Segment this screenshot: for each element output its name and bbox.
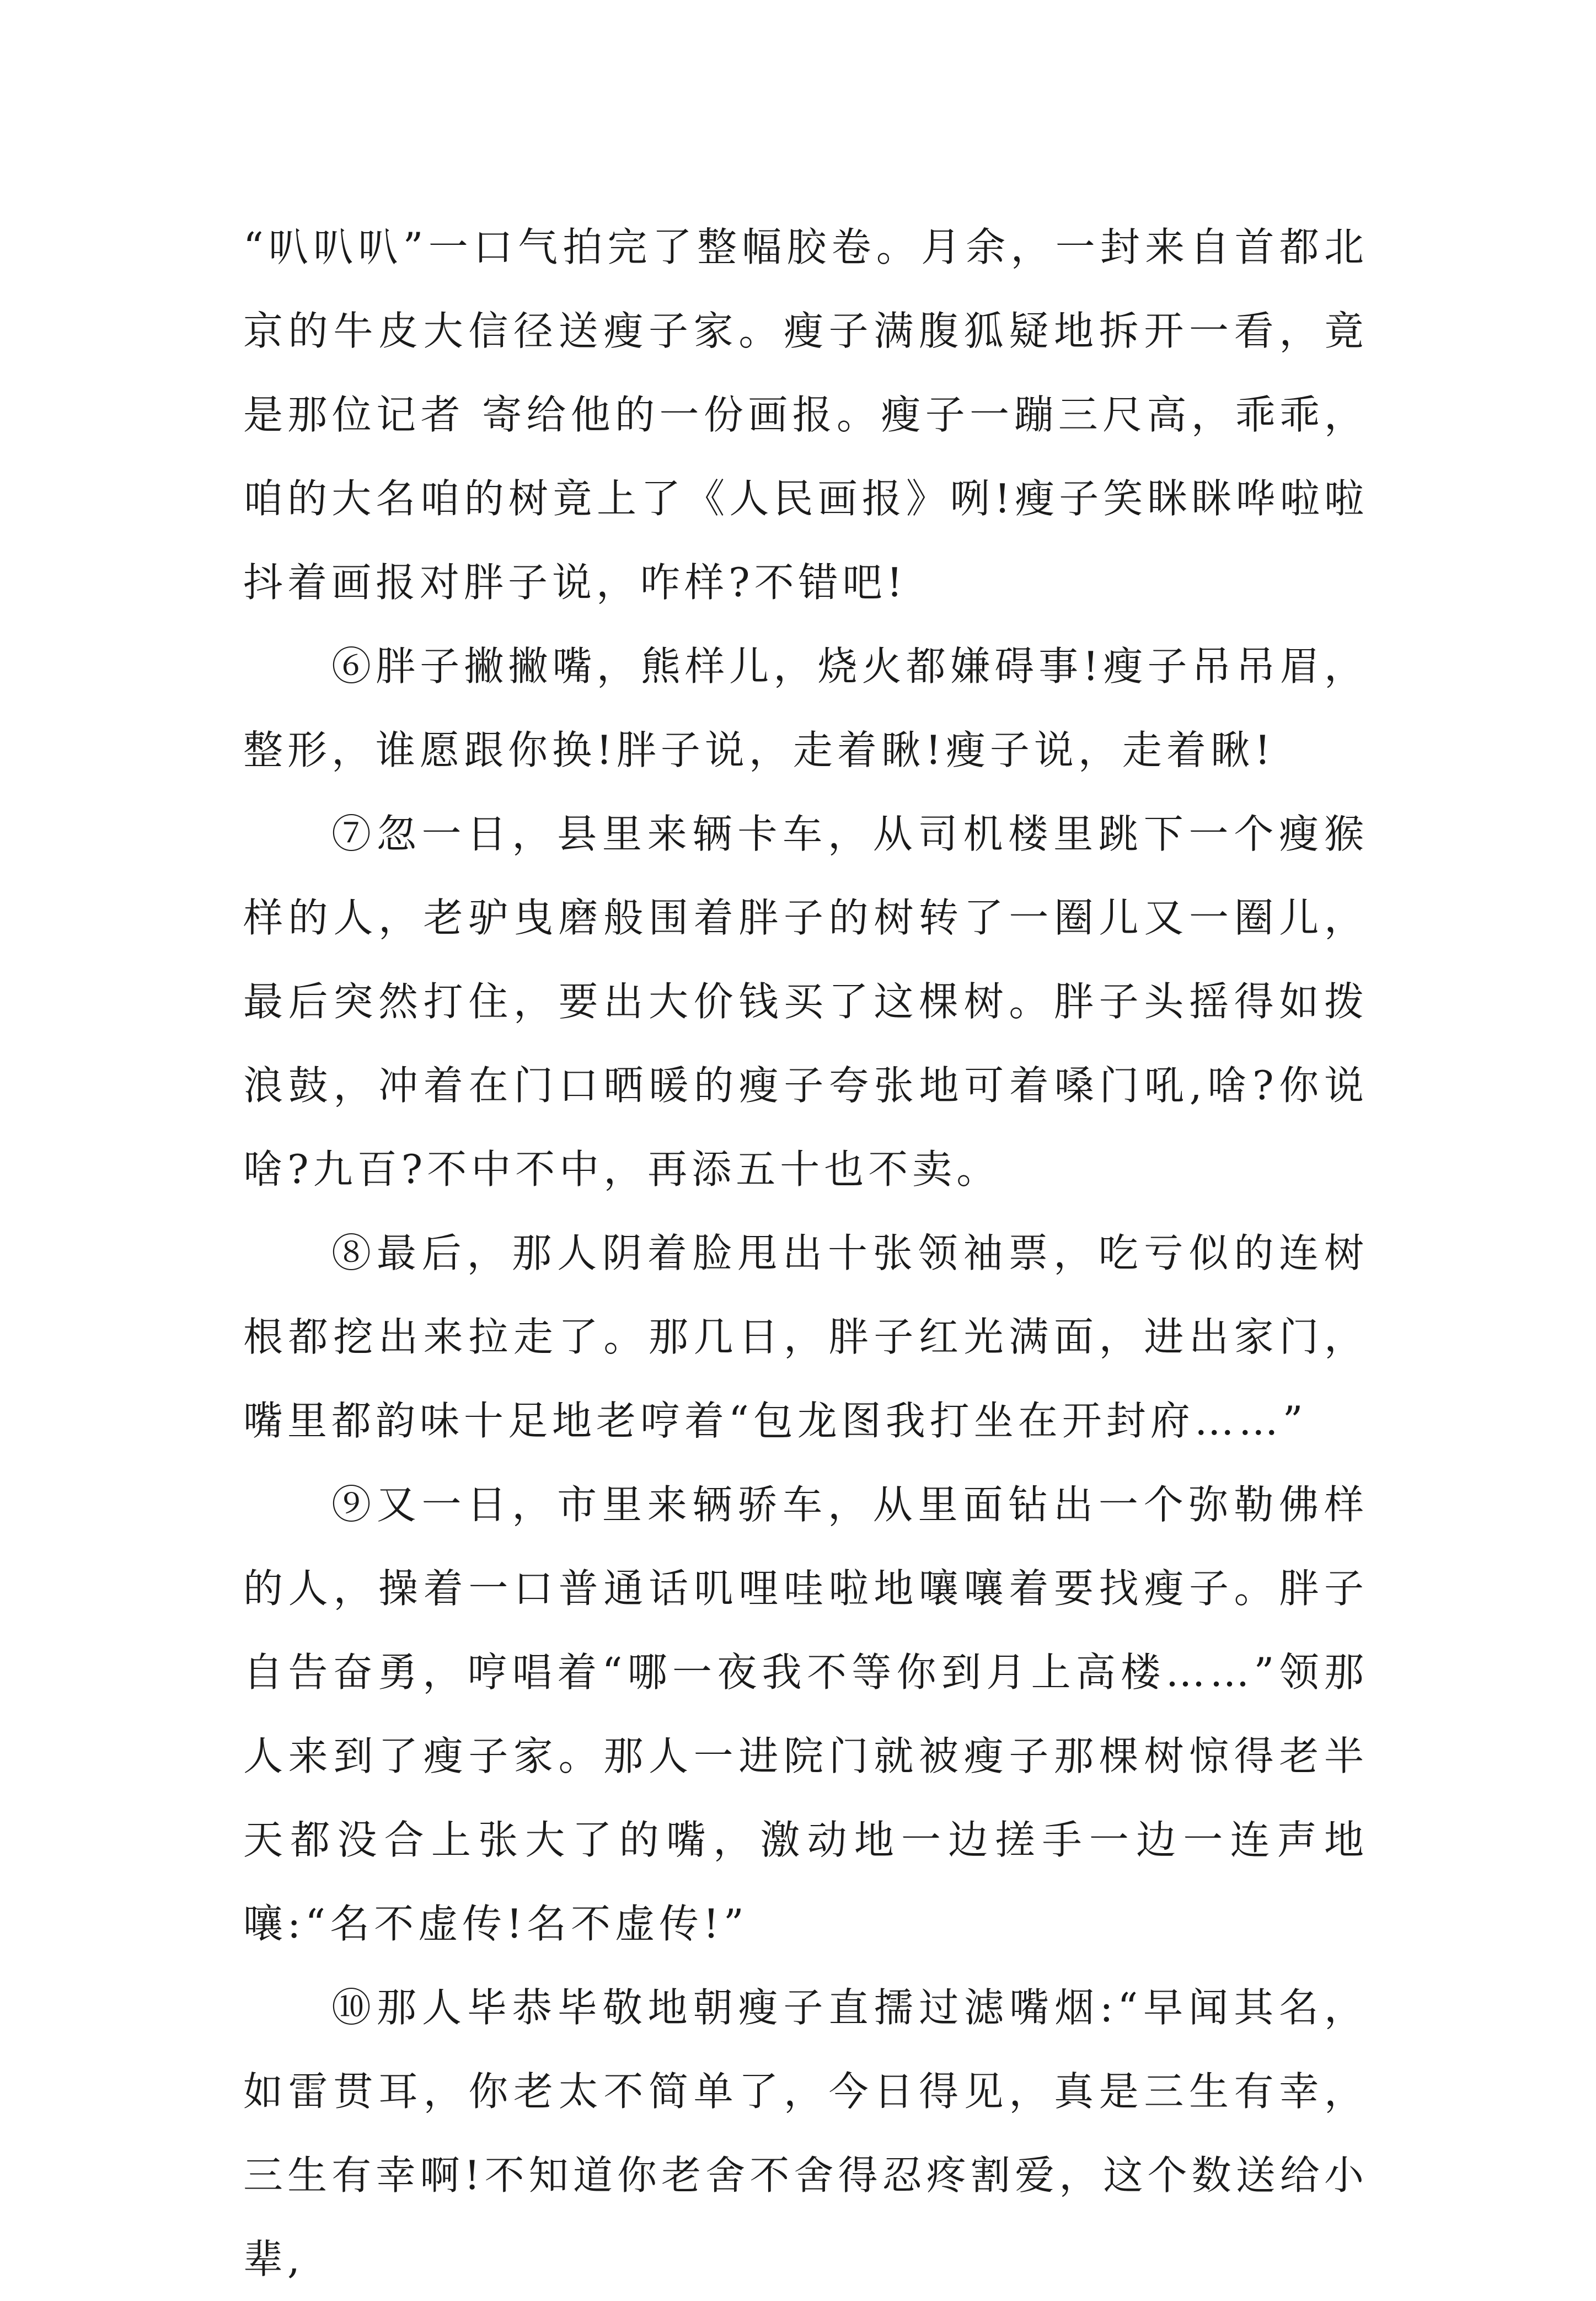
- paragraph-8: ⑧最后，那人阴着脸甩出十张领袖票，吃亏似的连树根都挖出来拉走了。那几日，胖子红光满面，进出家门，嘴里都韵味十足地老哼着“包龙图我打坐在开封府……”: [243, 1230, 1368, 1444]
- body-text: [243, 205, 1368, 2301]
- paragraph-9: ⑨又一日，市里来辆骄车，从里面钻出一个弥勒佛样的人，操着一口普通话叽哩哇啦地嚷嚷着要找瘦子。胖子自告奋勇，哼唱着“哪一夜我不等你到月上高楼……”领那人来到了瘦子家。那人一进院门就被瘦子那棵树惊得老半天都没合上张大了的嘴，激动地一边搓手一边一连声地嚷:“名不虚传!名不虚传!”: [243, 1481, 1368, 1947]
- paragraph-6: ⑥胖子撇撇嘴，熊样儿，烧火都嫌碍事!瘦子吊吊眉，整形，谁愿跟你换!胖子说，走着瞅!瘦子说，走着瞅!: [243, 643, 1368, 773]
- paragraph-7: ⑦忽一日，县里来辆卡车，从司机楼里跳下一个瘦猴样的人，老驴曳磨般围着胖子的树转了一圈儿又一圈儿，最后突然打住，要出大价钱买了这棵树。胖子头摇得如拨浪鼓，冲着在门口晒暖的瘦子夸张地可着嗓门吼,啥?你说啥?九百?不中不中，再添五十也不卖。: [243, 811, 1368, 1192]
- paragraph-continuation: “叭叭叭”一口气拍完了整幅胶卷。月余，一封来自首都北京的牛皮大信径送瘦子家。瘦子满腹狐疑地拆开一看，竟是那位记者 寄给他的一份画报。瘦子一蹦三尺高，乖乖，咱的大名咱的树竟上了《人民画报》咧!瘦子笑眯眯哗啦啦抖着画报对胖子说，咋样?不错吧!: [243, 224, 1368, 606]
- paragraph-10: ⑩那人毕恭毕敬地朝瘦子直擩过滤嘴烟:“早闻其名，如雷贯耳，你老太不简单了，今日得见，真是三生有幸，三生有幸啊!不知道你老舍不舍得忍疼割爱，这个数送给小辈,: [243, 1984, 1368, 2282]
